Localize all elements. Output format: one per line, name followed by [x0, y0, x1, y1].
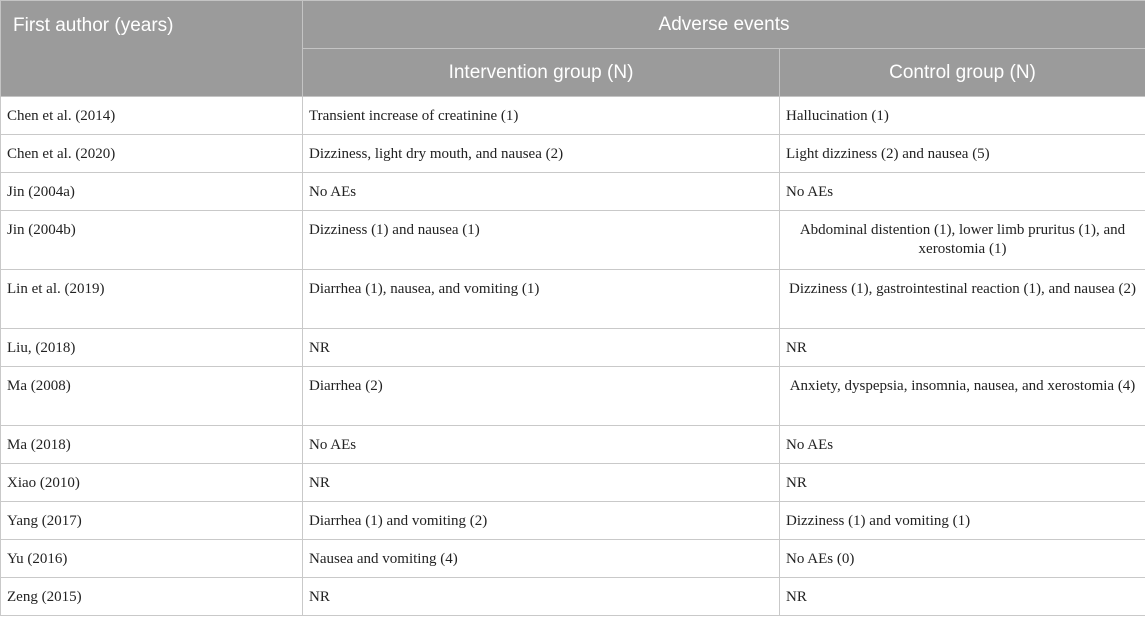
cell-intervention: Dizziness (1) and nausea (1) — [303, 211, 780, 270]
cell-intervention: No AEs — [303, 426, 780, 464]
table-row — [1, 135, 1145, 173]
table-row — [1, 367, 1145, 426]
cell-intervention: NR — [303, 329, 780, 367]
cell-intervention: Diarrhea (1) and vomiting (2) — [303, 502, 780, 540]
cell-author: Zeng (2015) — [1, 578, 303, 616]
cell-author: Ma (2008) — [1, 367, 303, 426]
cell-intervention: Diarrhea (2) — [303, 367, 780, 426]
cell-intervention: Dizziness, light dry mouth, and nausea (2) — [303, 135, 780, 173]
cell-control: NR — [780, 578, 1145, 616]
table-row — [1, 578, 1145, 616]
table-row — [1, 540, 1145, 578]
header-intervention-group: Intervention group (N) — [303, 49, 780, 97]
table-body — [1, 97, 1145, 616]
table-row — [1, 173, 1145, 211]
table-row — [1, 426, 1145, 464]
cell-author: Jin (2004b) — [1, 211, 303, 270]
table-row — [1, 464, 1145, 502]
cell-intervention: Diarrhea (1), nausea, and vomiting (1) — [303, 270, 780, 329]
cell-control: Dizziness (1), gastrointestinal reaction (1), and nausea (2) — [780, 270, 1145, 329]
cell-control: No AEs (0) — [780, 540, 1145, 578]
cell-author: Jin (2004a) — [1, 173, 303, 211]
table-row — [1, 97, 1145, 135]
cell-control: Abdominal distention (1), lower limb pruritus (1), and xerostomia (1) — [780, 211, 1145, 270]
cell-control: Hallucination (1) — [780, 97, 1145, 135]
cell-intervention: NR — [303, 464, 780, 502]
cell-intervention: No AEs — [303, 173, 780, 211]
cell-author: Xiao (2010) — [1, 464, 303, 502]
cell-control: Anxiety, dyspepsia, insomnia, nausea, and xerostomia (4) — [780, 367, 1145, 426]
cell-author: Lin et al. (2019) — [1, 270, 303, 329]
table-row — [1, 270, 1145, 329]
cell-author: Yu (2016) — [1, 540, 303, 578]
table-row — [1, 502, 1145, 540]
table-row — [1, 211, 1145, 270]
cell-author: Chen et al. (2014) — [1, 97, 303, 135]
cell-author: Ma (2018) — [1, 426, 303, 464]
table-header — [1, 1, 1145, 97]
cell-intervention: Transient increase of creatinine (1) — [303, 97, 780, 135]
cell-control: Light dizziness (2) and nausea (5) — [780, 135, 1145, 173]
cell-control: No AEs — [780, 173, 1145, 211]
cell-intervention: NR — [303, 578, 780, 616]
cell-control: NR — [780, 464, 1145, 502]
cell-author: Yang (2017) — [1, 502, 303, 540]
cell-control: Dizziness (1) and vomiting (1) — [780, 502, 1145, 540]
cell-control: No AEs — [780, 426, 1145, 464]
header-control-group: Control group (N) — [780, 49, 1145, 97]
table-row — [1, 329, 1145, 367]
cell-author: Liu, (2018) — [1, 329, 303, 367]
header-adverse-events: Adverse events — [303, 1, 1145, 49]
cell-author: Chen et al. (2020) — [1, 135, 303, 173]
cell-intervention: Nausea and vomiting (4) — [303, 540, 780, 578]
cell-control: NR — [780, 329, 1145, 367]
header-first-author: First author (years) — [1, 1, 303, 97]
